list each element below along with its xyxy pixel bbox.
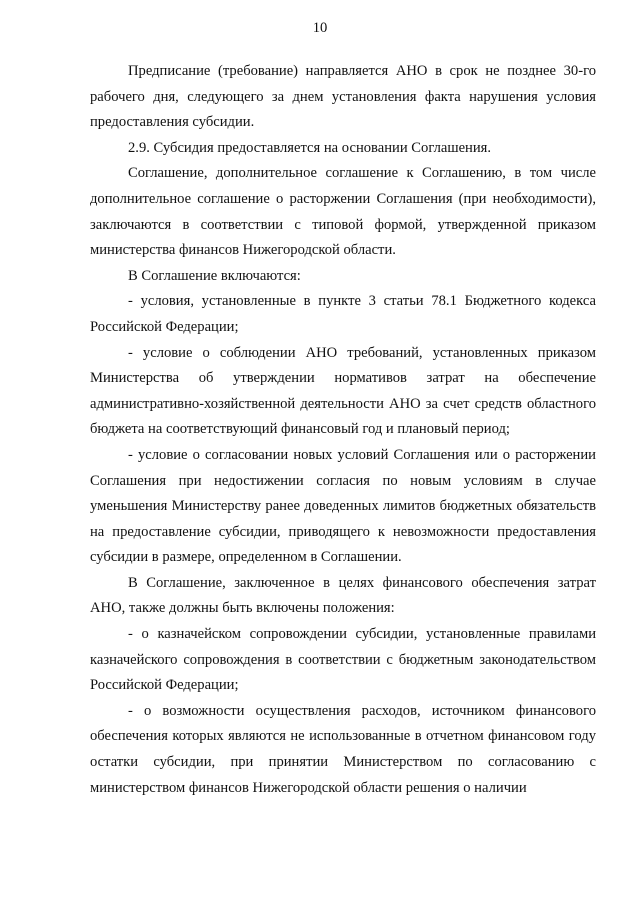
body-text: [90, 59, 596, 801]
list-item-cost-standards-condition: - условие о соблюдении АНО требований, установленных приказом Министерства об утверждении нормативов затрат на обеспечение административно-хозяйственной деятельности АНО за счет средств областного бюджета на соответствующий финансовый год и плановый период;: [90, 344, 596, 438]
list-item-budget-code-conditions: - условия, установленные в пункте 3 статьи 78.1 Бюджетного кодекса Российской Федерации;: [90, 293, 596, 335]
paragraph-financial-provisions: В Соглашение, заключенное в целях финансового обеспечения затрат АНО, также должны быть включены положения:: [90, 574, 596, 617]
paragraph-notice-deadline: Предписание (требование) направляется АНО в срок не позднее 30-го рабочего дня, следующего за днем установления факта нарушения условия предоставления субсидии.: [90, 63, 596, 131]
list-item-treasury-support: - о казначейском сопровождении субсидии, установленные правилами казначейского сопровождения в соответствии с бюджетным законодательством Российской Федерации;: [90, 626, 596, 694]
paragraph-agreement-includes: В Соглашение включаются:: [128, 267, 301, 284]
page-number: 10: [312, 20, 328, 36]
list-item-unused-balances: - о возможности осуществления расходов, источником финансового обеспечения которых являются не использованные в отчетном финансовом году остатки субсидии, при принятии Министерством по согласованию с министерством финансов Нижегородской области решения о наличии: [90, 702, 596, 796]
list-item-new-conditions-agreement: - условие о согласовании новых условий Соглашения или о расторжении Соглашения при недостижении согласия по новым условиям в случае уменьшения Министерству ранее доведенных лимитов бюджетных обязательств на предоставление субсидии, приводящего к невозможности предоставления субсидии в размере, определенном в Соглашении.: [90, 446, 596, 566]
paragraph-section-2-9: 2.9. Субсидия предоставляется на основании Соглашения.: [128, 139, 492, 156]
paragraph-agreement-form: Соглашение, дополнительное соглашение к Соглашению, в том числе дополнительное соглашение о расторжении Соглашения (при необходимости), заключаются в соответствии с типовой формой, утвержденной приказом министерства финансов Нижегородской области.: [90, 165, 596, 259]
